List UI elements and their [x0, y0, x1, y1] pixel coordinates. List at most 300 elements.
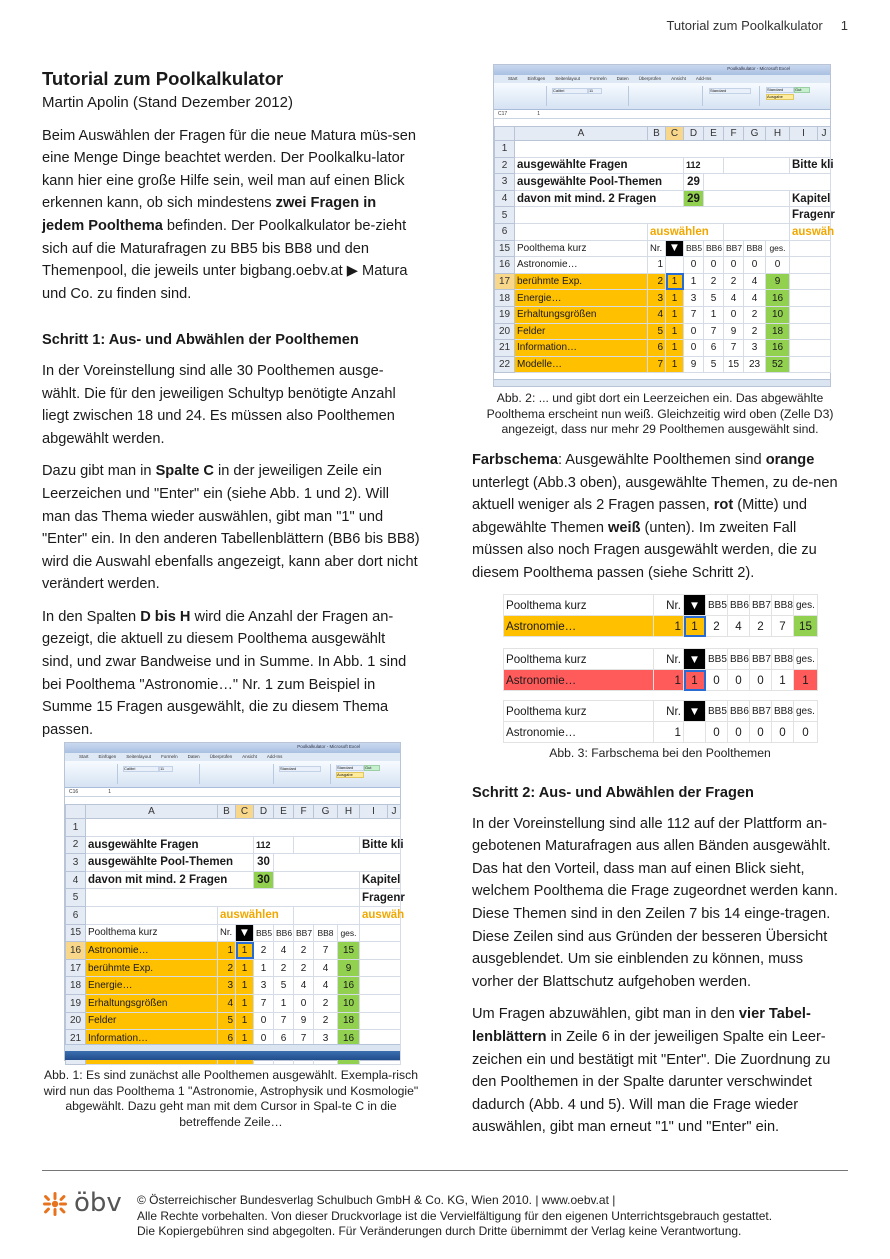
row-header[interactable]: 5 [495, 207, 515, 224]
row-header[interactable]: 17 [495, 273, 515, 290]
label-bitte-klicken[interactable]: Bitte kli [360, 836, 401, 854]
nr-cell[interactable]: 7 [648, 356, 666, 373]
row-header[interactable]: 16 [495, 257, 515, 274]
total-cell[interactable]: 16 [766, 290, 790, 307]
label-mind-2-fragen[interactable]: davon mit mind. 2 Fragen [515, 190, 684, 207]
select-cell[interactable]: 1 [666, 340, 684, 357]
cell[interactable] [515, 223, 648, 240]
nr-cell[interactable]: 2 [648, 273, 666, 290]
total-cell[interactable]: 18 [766, 323, 790, 340]
total-cell[interactable]: 16 [766, 340, 790, 357]
band-count-cell[interactable]: 3 [314, 1030, 338, 1048]
label-kapitel[interactable]: Kapitel [790, 190, 831, 207]
row-header[interactable]: 19 [495, 306, 515, 323]
sheet-tabs-bar[interactable] [65, 1044, 400, 1051]
band-count-cell[interactable]: 0 [684, 323, 704, 340]
name-box[interactable]: C17 [498, 111, 508, 117]
select-cell[interactable]: 1 [236, 994, 254, 1012]
topic-cell[interactable]: Information… [515, 340, 648, 357]
style-output[interactable]: Ausgabe [766, 94, 794, 100]
band-count-cell[interactable]: 6 [274, 1030, 294, 1048]
band-count-cell[interactable]: 23 [744, 356, 766, 373]
column-header[interactable]: I [360, 805, 388, 819]
column-header[interactable]: B [648, 127, 666, 141]
band-count-cell[interactable]: 2 [254, 942, 274, 960]
nr-cell[interactable]: 5 [648, 323, 666, 340]
band-count-cell[interactable]: 9 [724, 323, 744, 340]
column-header[interactable]: I [790, 127, 818, 141]
oebv-logo [42, 1188, 124, 1221]
band-count-cell[interactable]: 3 [744, 340, 766, 357]
total-cell[interactable]: 9 [766, 273, 790, 290]
cell[interactable] [360, 924, 401, 942]
column-header[interactable]: D [254, 805, 274, 819]
topic-cell[interactable]: Erhaltungsgrößen [86, 994, 218, 1012]
number-format-box[interactable]: Standard [279, 766, 321, 772]
band-count-cell[interactable]: 1 [684, 273, 704, 290]
band-count-cell[interactable]: 2 [294, 942, 314, 960]
select-cell[interactable]: 1 [236, 1030, 254, 1048]
band-count-cell[interactable]: 5 [704, 290, 724, 307]
ribbon [494, 83, 830, 110]
band-count-cell[interactable]: 1 [704, 306, 724, 323]
ribbon-tab[interactable]: Daten [187, 754, 200, 759]
label-auswaehlen-2[interactable]: auswäh [360, 906, 401, 924]
band-count-cell[interactable]: 7 [254, 994, 274, 1012]
column-header[interactable]: C [236, 805, 254, 819]
select-cell[interactable]: 1 [236, 959, 254, 977]
sheet-row [66, 942, 401, 960]
scheme-header-row [504, 595, 818, 616]
cell[interactable] [360, 959, 401, 977]
cell[interactable] [86, 889, 360, 907]
band-count-cell[interactable]: 2 [724, 273, 744, 290]
ribbon-tab[interactable]: Add-Ins [695, 76, 712, 81]
row-header[interactable]: 2 [66, 836, 86, 854]
nr-cell[interactable]: 3 [218, 977, 236, 995]
column-header[interactable]: G [314, 805, 338, 819]
ribbon-tab[interactable]: Formeln [161, 754, 178, 759]
ribbon-tab[interactable]: Formeln [590, 76, 607, 81]
band-count-cell[interactable]: 7 [724, 340, 744, 357]
topic-cell[interactable]: Information… [86, 1030, 218, 1048]
cell[interactable] [360, 1012, 401, 1030]
band-count-cell[interactable]: 0 [744, 257, 766, 274]
select-cell[interactable]: 1 [666, 290, 684, 307]
name-box[interactable]: C16 [69, 789, 79, 795]
ribbon-tab[interactable]: Start [508, 76, 518, 81]
column-header[interactable]: G [744, 127, 766, 141]
sheet-row [495, 174, 831, 191]
excel-window-title: Poolkalkulator - Microsoft Excel [727, 66, 790, 71]
select-cell[interactable]: 1 [666, 323, 684, 340]
nr-cell[interactable]: 6 [218, 1030, 236, 1048]
column-header[interactable]: E [274, 805, 294, 819]
header-band[interactable]: BB7 [724, 240, 744, 257]
topic-cell[interactable]: Astronomie… [515, 257, 648, 274]
scheme-cell: 0 [728, 670, 750, 691]
scheme-cell: 0 [750, 670, 772, 691]
topic-cell[interactable]: berühmte Exp. [515, 273, 648, 290]
column-header[interactable]: J [388, 805, 401, 819]
band-count-cell[interactable]: 1 [274, 994, 294, 1012]
windows-taskbar[interactable] [65, 1051, 400, 1060]
formula-value: 1 [108, 789, 111, 795]
sheet-row [495, 290, 831, 307]
band-count-cell[interactable]: 0 [294, 994, 314, 1012]
label-fragennr[interactable]: Fragenr [360, 889, 401, 907]
corner-cell[interactable] [495, 127, 515, 141]
font-name-box[interactable]: Calibri [552, 88, 588, 94]
value-mind-2-fragen[interactable]: 30 [254, 871, 274, 889]
scheme-header-cell: Poolthema kurz [504, 701, 654, 722]
sheet-row [495, 141, 831, 158]
band-count-cell[interactable]: 9 [684, 356, 704, 373]
step2-section [472, 782, 848, 1149]
total-cell[interactable]: 0 [766, 257, 790, 274]
column-header[interactable]: H [766, 127, 790, 141]
column-header-row [495, 127, 831, 141]
topic-cell[interactable]: Felder [86, 1012, 218, 1030]
select-cell[interactable]: 1 [666, 273, 684, 290]
row-header[interactable]: 16 [66, 942, 86, 960]
band-count-cell[interactable]: 2 [294, 959, 314, 977]
total-cell[interactable]: 15 [338, 942, 360, 960]
header-poolthema[interactable]: Poolthema kurz [86, 924, 218, 942]
topic-cell[interactable]: Astronomie… [86, 942, 218, 960]
column-header[interactable]: A [86, 805, 218, 819]
band-count-cell[interactable]: 2 [744, 306, 766, 323]
band-count-cell[interactable]: 0 [724, 306, 744, 323]
band-count-cell[interactable]: 0 [684, 340, 704, 357]
style-standard[interactable]: Standard [766, 87, 794, 93]
ribbon-tab[interactable]: Seitenlayout [555, 76, 581, 81]
band-count-cell[interactable]: 4 [744, 290, 766, 307]
header-band[interactable]: BB5 [254, 924, 274, 942]
row-header[interactable]: 3 [495, 174, 515, 191]
band-count-cell[interactable]: 3 [684, 290, 704, 307]
band-count-cell[interactable]: 4 [724, 290, 744, 307]
step2-heading: Schritt 2: Aus- und Abwählen der Fragen [472, 785, 754, 801]
scheme-cell: Astronomie… [504, 616, 654, 637]
column-header[interactable]: B [218, 805, 236, 819]
row-header[interactable]: 4 [495, 190, 515, 207]
value-mind-2-fragen[interactable]: 29 [684, 190, 704, 207]
row-header[interactable]: 2 [495, 157, 515, 174]
label-pool-themen[interactable]: ausgewählte Pool-Themen [86, 854, 254, 872]
band-count-cell[interactable]: 4 [744, 273, 766, 290]
total-cell[interactable]: 10 [766, 306, 790, 323]
cell[interactable] [86, 819, 401, 837]
nr-cell[interactable]: 4 [218, 994, 236, 1012]
band-count-cell[interactable]: 4 [294, 977, 314, 995]
scheme-header-cell: Nr. [654, 595, 684, 616]
label-fragennr[interactable]: Fragenr [790, 207, 831, 224]
band-count-cell[interactable]: 9 [294, 1012, 314, 1030]
ribbon-tab[interactable]: Add-Ins [266, 754, 283, 759]
style-standard[interactable]: Standard [336, 765, 364, 771]
row-header[interactable]: 20 [495, 323, 515, 340]
cell[interactable] [790, 340, 831, 357]
cell[interactable] [790, 306, 831, 323]
filter-arrow-icon[interactable]: ▼ [666, 240, 684, 257]
sheet-row [66, 994, 401, 1012]
value-fragen-count[interactable]: 112 [684, 157, 724, 174]
step1-paragraph-3 [42, 606, 420, 742]
column-header[interactable]: E [704, 127, 724, 141]
band-count-cell[interactable]: 6 [704, 340, 724, 357]
style-output[interactable]: Ausgabe [336, 772, 364, 778]
band-count-cell[interactable]: 0 [254, 1012, 274, 1030]
footer-line-1: © Österreichischer Bundesverlag Schulbuch GmbH & Co. KG, Wien 2010. | www.oebv.at | [137, 1193, 616, 1207]
band-count-cell[interactable]: 2 [314, 994, 338, 1012]
cell[interactable] [294, 906, 360, 924]
band-count-cell[interactable]: 2 [314, 1012, 338, 1030]
cell[interactable] [360, 994, 401, 1012]
cell[interactable] [274, 854, 401, 872]
nr-cell[interactable]: 4 [648, 306, 666, 323]
ribbon-tab[interactable]: Ansicht [671, 76, 686, 81]
row-header[interactable]: 6 [495, 223, 515, 240]
band-count-cell[interactable]: 4 [314, 977, 338, 995]
ribbon-tab[interactable]: Daten [616, 76, 629, 81]
band-count-cell[interactable]: 5 [274, 977, 294, 995]
row-header[interactable]: 18 [495, 290, 515, 307]
header-nr[interactable]: Nr. [648, 240, 666, 257]
row-header[interactable]: 15 [66, 924, 86, 942]
topic-cell[interactable]: Erhaltungsgrößen [515, 306, 648, 323]
header-band[interactable]: BB5 [684, 240, 704, 257]
row-header[interactable]: 5 [66, 889, 86, 907]
header-band[interactable]: BB8 [314, 924, 338, 942]
band-count-cell[interactable]: 2 [744, 323, 766, 340]
cell[interactable] [704, 174, 831, 191]
formula-bar[interactable] [65, 788, 400, 797]
total-cell[interactable]: 16 [338, 977, 360, 995]
value-fragen-count[interactable]: 112 [254, 836, 294, 854]
select-cell[interactable]: 1 [236, 942, 254, 960]
band-count-cell[interactable]: 7 [274, 1012, 294, 1030]
row-header[interactable]: 17 [66, 959, 86, 977]
scheme-cell: 0 [750, 722, 772, 743]
row-header[interactable]: 18 [66, 977, 86, 995]
ribbon-tabs [65, 753, 400, 761]
filter-arrow-icon: ▼ [684, 595, 706, 616]
row-header[interactable]: 6 [66, 906, 86, 924]
cell[interactable] [790, 356, 831, 373]
sheet-row [495, 323, 831, 340]
ribbon-tab[interactable]: Überprüfen [638, 76, 662, 81]
select-cell[interactable]: 1 [236, 977, 254, 995]
value-pool-themen[interactable]: 30 [254, 854, 274, 872]
header-band[interactable]: BB6 [274, 924, 294, 942]
sheet-tabs-bar[interactable] [494, 379, 830, 386]
total-cell[interactable]: 16 [338, 1030, 360, 1048]
band-count-cell[interactable]: 3 [254, 977, 274, 995]
cell[interactable] [294, 836, 360, 854]
number-group [494, 86, 760, 106]
select-cell[interactable]: 1 [666, 306, 684, 323]
label-bitte-klicken[interactable]: Bitte kli [790, 157, 831, 174]
filter-arrow-icon[interactable]: ▼ [236, 924, 254, 942]
label-pool-themen[interactable]: ausgewählte Pool-Themen [515, 174, 684, 191]
select-cell[interactable] [666, 257, 684, 274]
cell[interactable] [515, 207, 790, 224]
sheet-row [66, 924, 401, 942]
footer-line-3: Die Kopiergebühren sind abgegolten. Für Veränderungen durch Dritte übernimmt der Verlag keine Verantwortung. [137, 1224, 742, 1239]
row-header[interactable]: 1 [66, 819, 86, 837]
band-count-cell[interactable]: 7 [684, 306, 704, 323]
scheme-cell: 1 [684, 616, 706, 637]
font-name-box[interactable]: Calibri [123, 766, 159, 772]
topic-cell[interactable]: Felder [515, 323, 648, 340]
header-poolthema[interactable]: Poolthema kurz [515, 240, 648, 257]
band-count-cell[interactable]: 0 [254, 1030, 274, 1048]
band-count-cell[interactable]: 0 [704, 257, 724, 274]
column-header[interactable]: D [684, 127, 704, 141]
ribbon-tab[interactable]: Überprüfen [209, 754, 233, 759]
band-count-cell[interactable]: 4 [314, 959, 338, 977]
nr-cell[interactable]: 2 [218, 959, 236, 977]
row-header[interactable]: 1 [495, 141, 515, 158]
ribbon-tab[interactable]: Einfügen [527, 76, 546, 81]
band-count-cell[interactable]: 0 [684, 257, 704, 274]
footer-divider [42, 1170, 848, 1171]
header-band[interactable]: BB7 [294, 924, 314, 942]
band-count-cell[interactable]: 2 [704, 273, 724, 290]
formula-bar[interactable] [494, 110, 830, 119]
corner-cell[interactable] [66, 805, 86, 819]
total-cell[interactable]: 18 [338, 1012, 360, 1030]
scheme-header-row [504, 649, 818, 670]
value-pool-themen[interactable]: 29 [684, 174, 704, 191]
header-band[interactable]: BB8 [744, 240, 766, 257]
row-header[interactable]: 21 [66, 1030, 86, 1048]
topic-cell[interactable]: Modelle… [515, 356, 648, 373]
sheet-grid[interactable] [65, 804, 405, 1065]
intro-text-1: Beim Auswählen der Fragen für die neue Matura müs-sen eine Menge Dinge beachtet werden. Der Poolkalku-lator kann hier eine große Hilfe sein, weil man auf einen Blick erkennen kann, ob sich mindestens [42, 127, 416, 212]
label-kapitel[interactable]: Kapitel [360, 871, 401, 889]
label-auswaehlen-2[interactable]: auswäh [790, 223, 831, 240]
ribbon [65, 761, 400, 788]
nr-cell[interactable]: 5 [218, 1012, 236, 1030]
figure2-caption: Abb. 2: ... und gibt dort ein Leerzeichen ein. Das abgewählte Poolthema erscheint nun weiß. Gleichzeitig wird oben (Zelle D3) angezeigt, dass nur mehr 29 Poolthemen ausgewählt sind. [486, 391, 834, 436]
band-count-cell[interactable]: 0 [724, 257, 744, 274]
ribbon-tab[interactable]: Seitenlayout [126, 754, 152, 759]
row-header[interactable]: 15 [495, 240, 515, 257]
ribbon-tab[interactable]: Einfügen [98, 754, 117, 759]
header-band[interactable]: ges. [766, 240, 790, 257]
style-good[interactable]: Gut [364, 765, 380, 771]
cell[interactable] [360, 977, 401, 995]
total-cell[interactable]: 52 [766, 356, 790, 373]
row-header[interactable]: 19 [66, 994, 86, 1012]
topic-cell[interactable]: berühmte Exp. [86, 959, 218, 977]
label-auswaehlen[interactable]: auswählen [218, 906, 294, 924]
cell[interactable] [274, 871, 360, 889]
font-size-box[interactable]: 11 [588, 88, 602, 94]
cell[interactable] [790, 257, 831, 274]
band-count-cell[interactable]: 7 [704, 323, 724, 340]
select-cell[interactable]: 1 [236, 1012, 254, 1030]
column-header[interactable]: F [724, 127, 744, 141]
scheme-cell: 2 [706, 616, 728, 637]
header-nr[interactable]: Nr. [218, 924, 236, 942]
scheme-cell: Astronomie… [504, 670, 654, 691]
topic-cell[interactable]: Energie… [515, 290, 648, 307]
row-header[interactable]: 21 [495, 340, 515, 357]
total-cell[interactable]: 10 [338, 994, 360, 1012]
cell[interactable] [790, 273, 831, 290]
row-header[interactable]: 4 [66, 871, 86, 889]
row-header[interactable]: 3 [66, 854, 86, 872]
nr-cell[interactable]: 1 [648, 257, 666, 274]
sheet-grid[interactable] [494, 126, 835, 373]
sheet-row [495, 190, 831, 207]
sheet-row [495, 356, 831, 373]
scheme-cell: 1 [684, 670, 706, 691]
column-header[interactable]: C [666, 127, 684, 141]
nr-cell[interactable]: 1 [218, 942, 236, 960]
column-header[interactable]: J [818, 127, 831, 141]
ribbon-tab[interactable]: Start [79, 754, 89, 759]
select-cell[interactable]: 1 [666, 356, 684, 373]
header-band[interactable]: ges. [338, 924, 360, 942]
nr-cell[interactable]: 3 [648, 290, 666, 307]
cell[interactable] [515, 141, 831, 158]
number-format-box[interactable]: Standard [709, 88, 751, 94]
band-count-cell[interactable]: 2 [274, 959, 294, 977]
ribbon-tab[interactable]: Ansicht [242, 754, 257, 759]
topic-cell[interactable]: Energie… [86, 977, 218, 995]
row-header[interactable]: 22 [495, 356, 515, 373]
band-count-cell[interactable]: 15 [724, 356, 744, 373]
row-header[interactable]: 20 [66, 1012, 86, 1030]
scheme-header-cell: BB7 [750, 701, 772, 722]
excel-screenshot-fig2 [493, 64, 835, 387]
column-header[interactable]: A [515, 127, 648, 141]
cell[interactable] [724, 157, 790, 174]
band-count-cell[interactable]: 7 [294, 1030, 314, 1048]
label-mind-2-fragen[interactable]: davon mit mind. 2 Fragen [86, 871, 254, 889]
band-count-cell[interactable]: 1 [254, 959, 274, 977]
header-band[interactable]: BB6 [704, 240, 724, 257]
total-cell[interactable]: 9 [338, 959, 360, 977]
page-number: 1 [840, 18, 848, 33]
cell[interactable] [724, 223, 790, 240]
label-auswaehlen[interactable]: auswählen [648, 223, 724, 240]
label-ausgewaehlte-fragen[interactable]: ausgewählte Fragen [86, 836, 254, 854]
sheet-row [66, 819, 401, 837]
cell[interactable] [790, 290, 831, 307]
cell[interactable] [790, 240, 831, 257]
cell[interactable] [86, 906, 218, 924]
cell[interactable] [360, 942, 401, 960]
step2-paragraph-1: In der Voreinstellung sind alle 112 auf der Plattform an-gebotenen Maturafragen aus allen Bänden ausgewählt. Das hat den Vorteil, dass man auf einen Blick sieht, welchem Poolthema die Frage zugeordnet werden kann. Diese Themen sind in den Zeilen 7 bis 14 einge-tragen. Diese Zeilen sind aus Gründen der besseren Übersicht ausgeblendet. Um sie einblenden zu können, muss vorher der Blattschutz aufgehoben werden. [472, 815, 838, 990]
column-header[interactable]: H [338, 805, 360, 819]
band-count-cell[interactable]: 4 [274, 942, 294, 960]
band-count-cell[interactable]: 5 [704, 356, 724, 373]
cell[interactable] [704, 190, 790, 207]
font-size-box[interactable]: 11 [159, 766, 173, 772]
band-count-cell[interactable]: 7 [314, 942, 338, 960]
nr-cell[interactable]: 6 [648, 340, 666, 357]
footer-copyright [137, 1193, 772, 1240]
style-good[interactable]: Gut [794, 87, 810, 93]
column-header[interactable]: F [294, 805, 314, 819]
cell[interactable] [790, 323, 831, 340]
label-ausgewaehlte-fragen[interactable]: ausgewählte Fragen [515, 157, 684, 174]
